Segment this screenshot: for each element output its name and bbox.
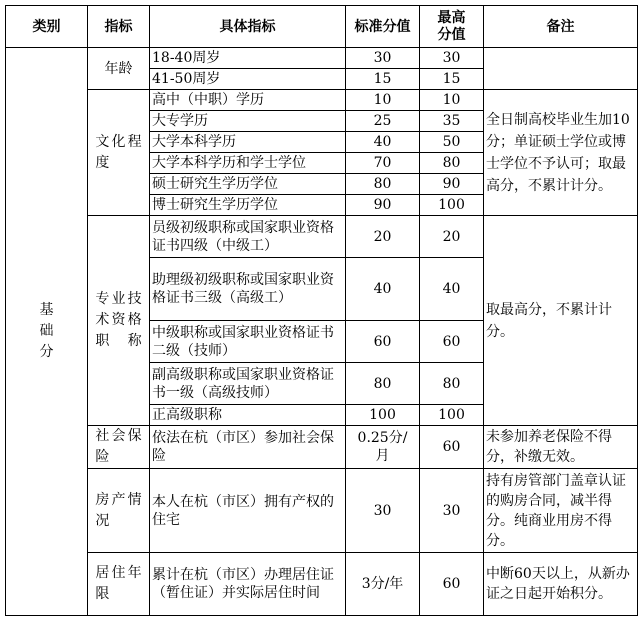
note-professional: 取最高分，不累计计分。: [484, 216, 638, 426]
standard-value: 0.25分/月: [357, 430, 408, 464]
note-residence: 中断60天以上，从新办证之日起开始积分。: [484, 553, 638, 616]
standard-cell: 40: [346, 132, 420, 153]
header-detail: 具体指标: [150, 6, 346, 48]
detail-cell: 博士研究生学历学位: [150, 195, 346, 216]
standard-cell: 20: [346, 216, 420, 258]
max-cell: 60: [420, 426, 484, 469]
standard-cell: 90: [346, 195, 420, 216]
detail-cell: 高中（中职）学历: [150, 90, 346, 111]
max-cell: 40: [420, 258, 484, 321]
indicator-property-label: 房产情况: [95, 491, 142, 529]
detail-cell: 41-50周岁: [150, 69, 346, 90]
standard-cell: 100: [346, 405, 420, 426]
table-row: [6, 426, 638, 469]
standard-cell: 70: [346, 153, 420, 174]
max-cell: 60: [420, 553, 484, 616]
indicator-residence-label: 居住年限: [95, 565, 142, 602]
detail-cell: 员级初级职称或国家职业资格证书四级（中级工）: [150, 216, 346, 258]
indicator-property: [88, 469, 150, 553]
indicator-social-label: 社会保险: [95, 428, 142, 465]
table-row: [6, 48, 638, 69]
standard-cell: [346, 426, 420, 469]
standard-cell: 15: [346, 69, 420, 90]
standard-cell: 25: [346, 111, 420, 132]
standard-cell: 80: [346, 363, 420, 405]
standard-cell: 30: [346, 469, 420, 553]
indicator-professional: [88, 216, 150, 426]
detail-cell: 依法在杭（市区）参加社会保险: [150, 426, 346, 469]
header-row: [6, 6, 638, 48]
standard-cell: 60: [346, 321, 420, 363]
max-cell: 20: [420, 216, 484, 258]
indicator-age: 年龄: [88, 48, 150, 90]
note-social: 未参加养老保险不得分，补缴无效。: [484, 426, 638, 469]
detail-cell: 本人在杭（市区）拥有产权的住宅: [150, 469, 346, 553]
detail-cell: 大专学历: [150, 111, 346, 132]
note-education: 全日制高校毕业生加10分；单证硕士学位或博士学位不予认可；取最高分，不累计计分。: [484, 90, 638, 216]
detail-cell: 硕士研究生学历学位: [150, 174, 346, 195]
note-property: 持有房管部门盖章认证的购房合同，减半得分。纯商业用房不得分。: [484, 469, 638, 553]
max-cell: 80: [420, 363, 484, 405]
indicator-professional-label: 专业技术资格职称: [95, 291, 142, 349]
indicator-education-label: 文化程度: [95, 133, 142, 171]
table-row: [6, 216, 638, 258]
table-row: [6, 469, 638, 553]
detail-cell: 正高级职称: [150, 405, 346, 426]
note-age: [484, 48, 638, 90]
category-cell: [6, 48, 88, 616]
header-note: 备注: [484, 6, 638, 48]
max-cell: 30: [420, 469, 484, 553]
max-cell: 100: [420, 195, 484, 216]
detail-cell: 副高级职称或国家职业资格证书一级（高级技师）: [150, 363, 346, 405]
detail-cell: 中级职称或国家职业资格证书二级（技师）: [150, 321, 346, 363]
max-cell: 10: [420, 90, 484, 111]
detail-cell: 累计在杭（市区）办理居住证（暂住证）并实际居住时间: [150, 553, 346, 616]
category-label: 基础分: [39, 302, 54, 360]
standard-cell: 30: [346, 48, 420, 69]
standard-cell: 80: [346, 174, 420, 195]
header-standard: 标准分值: [346, 6, 420, 48]
header-indicator: 指标: [88, 6, 150, 48]
detail-cell: 助理级初级职称或国家职业资格证书三级（高级工）: [150, 258, 346, 321]
max-cell: 60: [420, 321, 484, 363]
max-cell: 30: [420, 48, 484, 69]
standard-cell: 40: [346, 258, 420, 321]
indicator-education: [88, 90, 150, 216]
table-row: [6, 553, 638, 616]
header-max: 最高 分值: [420, 6, 484, 48]
standard-cell: 10: [346, 90, 420, 111]
max-cell: 15: [420, 69, 484, 90]
max-cell: 80: [420, 153, 484, 174]
indicator-social: [88, 426, 150, 469]
detail-cell: 大学本科学历: [150, 132, 346, 153]
max-cell: 35: [420, 111, 484, 132]
max-cell: 50: [420, 132, 484, 153]
max-cell: 100: [420, 405, 484, 426]
detail-cell: 大学本科学历和学士学位: [150, 153, 346, 174]
standard-cell: 3分/年: [346, 553, 420, 616]
header-category: 类别: [6, 6, 88, 48]
points-table: [5, 5, 638, 616]
table-row: [6, 90, 638, 111]
indicator-residence: [88, 553, 150, 616]
max-cell: 90: [420, 174, 484, 195]
detail-cell: 18-40周岁: [150, 48, 346, 69]
